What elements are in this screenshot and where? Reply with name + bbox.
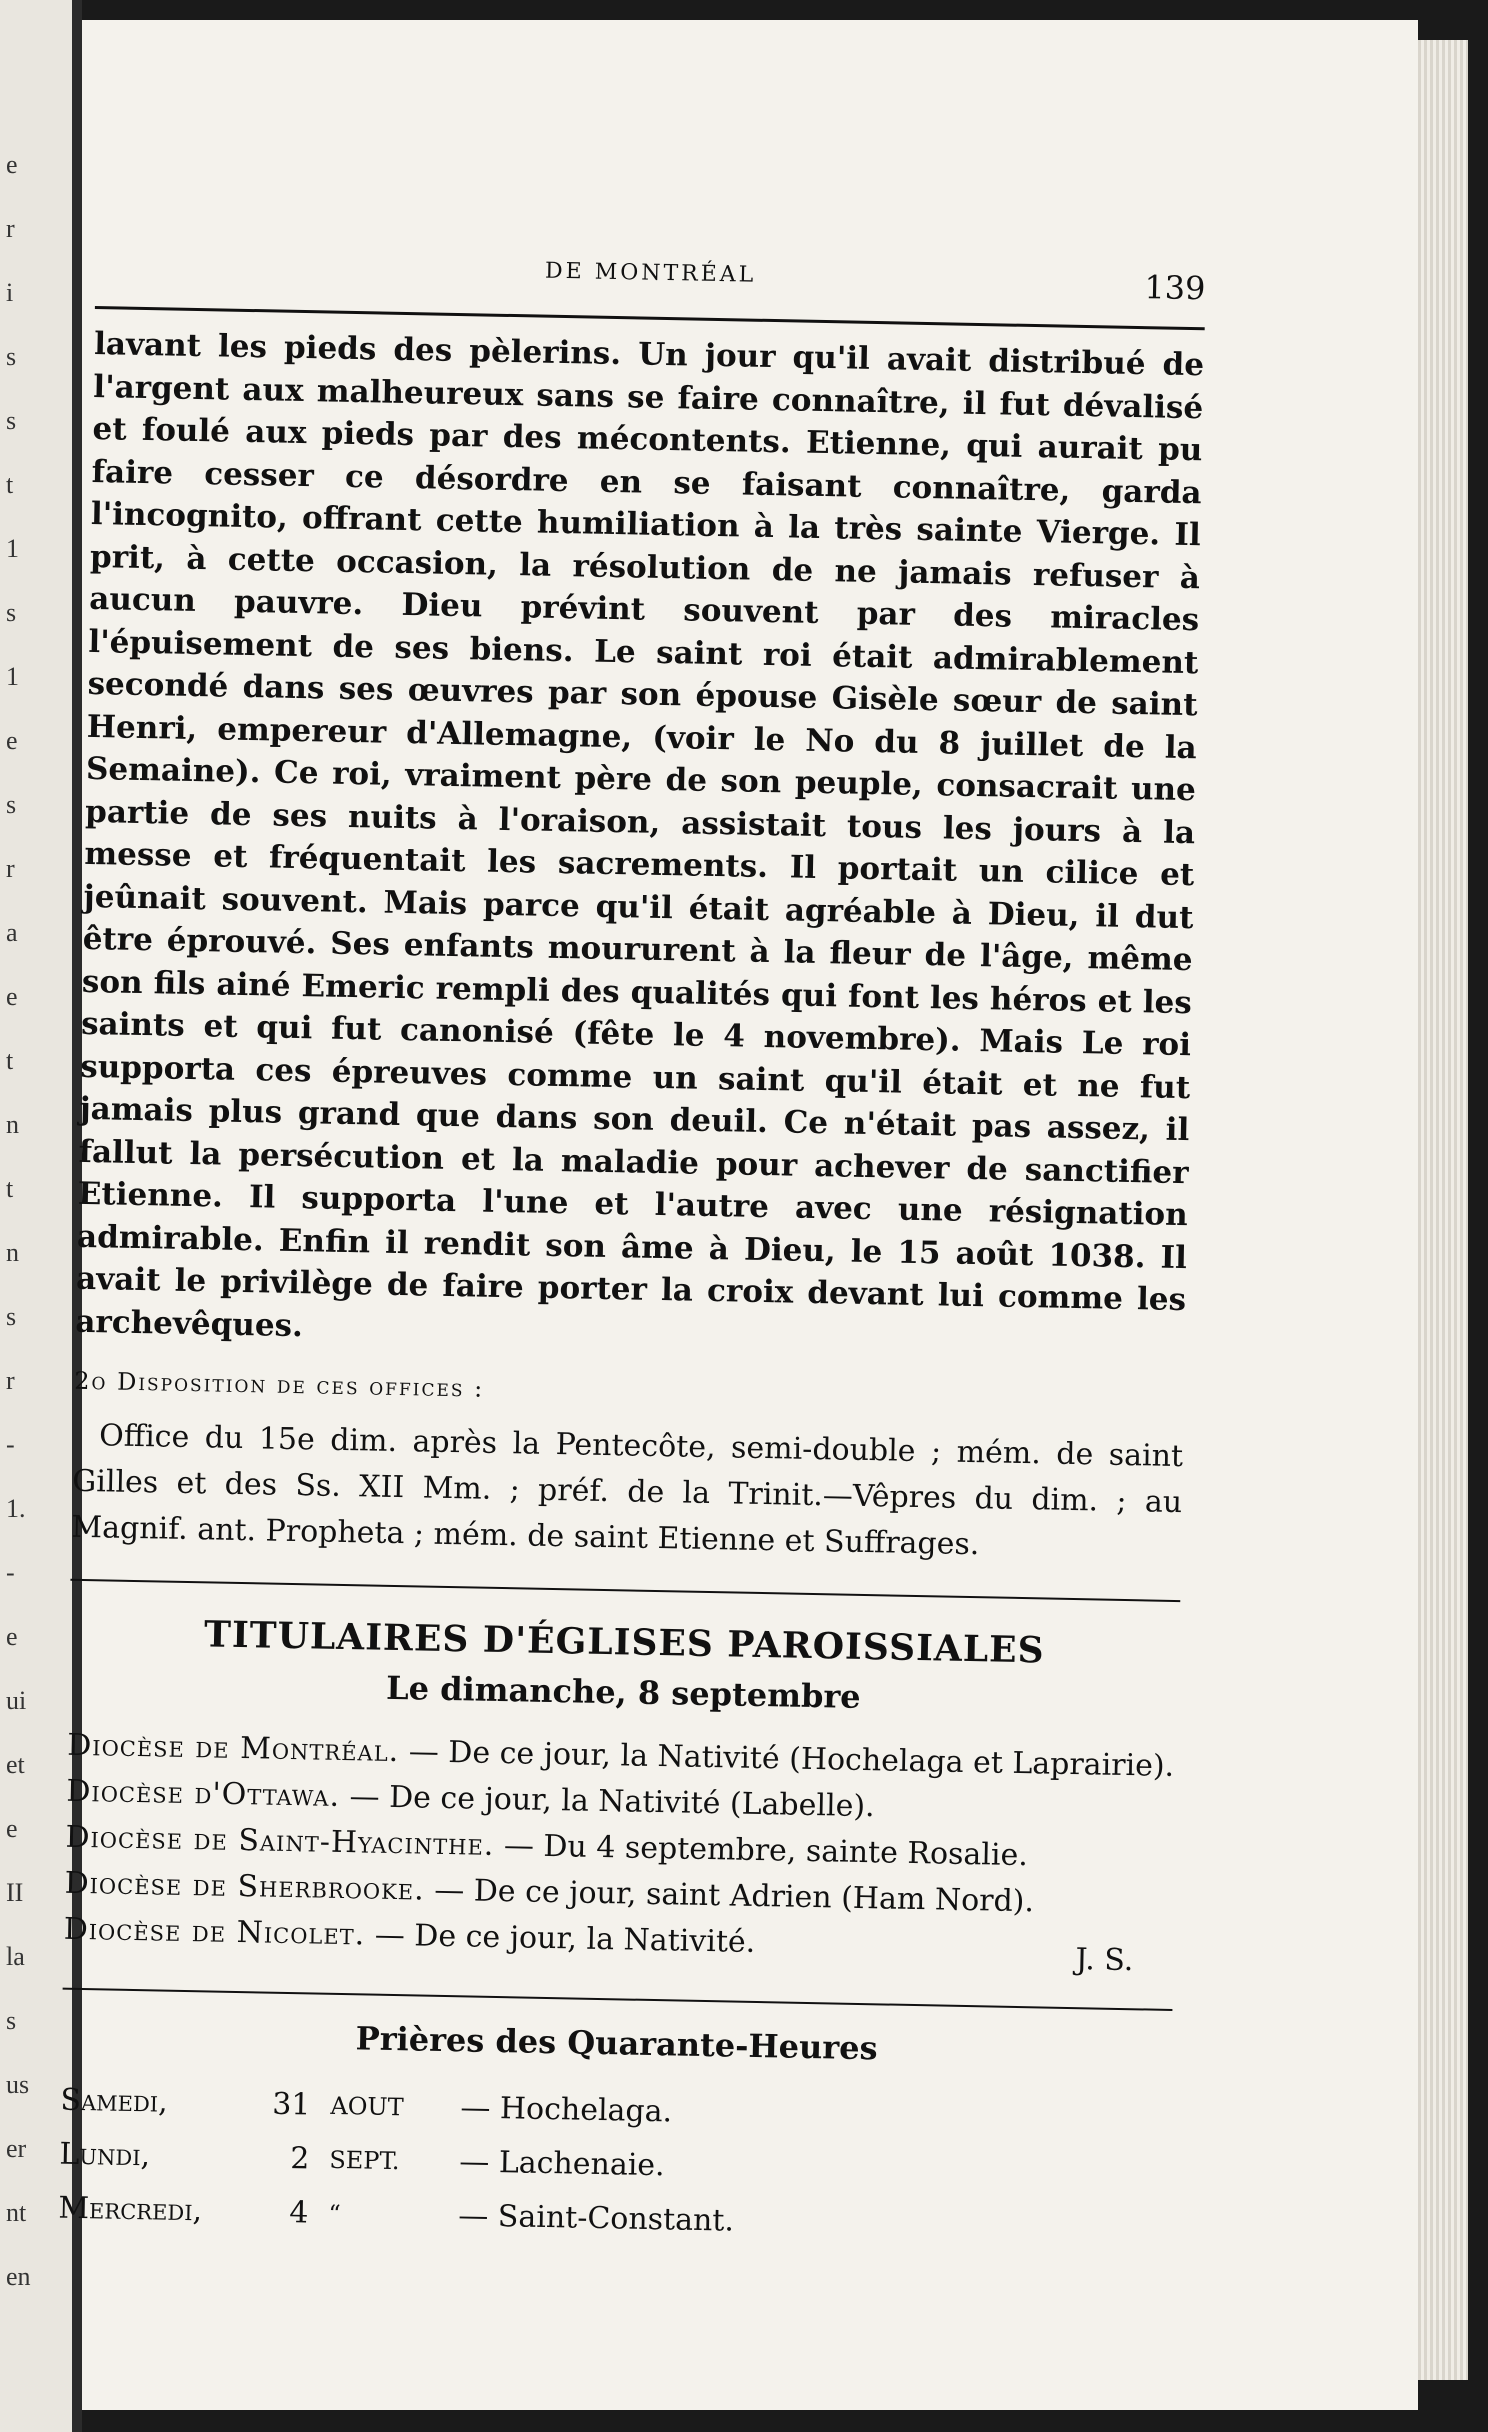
diocese-name: Diocèse d'Ottawa. [66, 1773, 341, 1814]
margin-fragment: t [6, 1046, 14, 1075]
margin-fragment: e [6, 726, 18, 755]
signature: J. S. [1075, 1942, 1134, 1979]
prayer-date: 4 [288, 2195, 309, 2231]
margin-fragment: e [6, 1814, 18, 1843]
diocese-text: — De ce jour, saint Adrien (Ham Nord). [424, 1872, 1035, 1920]
margin-fragment: r [6, 214, 15, 243]
margin-fragment: II [6, 1878, 24, 1907]
disposition-label: 2o Disposition de ces offices : [74, 1366, 485, 1403]
margin-fragment: n [6, 1110, 19, 1139]
margin-fragment: s [6, 406, 17, 435]
prayer-month: “ [328, 2199, 341, 2229]
margin-fragment: i [6, 278, 14, 307]
page-content [58, 250, 1206, 2257]
prayer-day: Samedi, [60, 2082, 169, 2120]
section-rule [70, 1579, 1180, 1602]
margin-fragment: en [6, 2262, 31, 2291]
prayer-place: — Lachenaie. [459, 2144, 665, 2184]
titulaires-heading: TITULAIRES D'ÉGLISES PAROISSIALES [203, 1613, 1045, 1672]
prieres-heading: Prières des Quarante-Heures [355, 2019, 878, 2068]
margin-fragment: e [6, 982, 18, 1011]
page-number: 139 [1144, 268, 1206, 308]
margin-fragment: s [6, 598, 17, 627]
prayer-month: AOUT [330, 2091, 404, 2122]
prayer-table [58, 2074, 1171, 2257]
diocese-text: — Du 4 septembre, sainte Rosalie. [494, 1827, 1029, 1874]
body-paragraph: lavant les pieds des pèlerins. Un jour qu'il avait distribué de l'argent aux malheureux sans se faire connaître, il fut dévalisé et foulé aux pieds par des mécontents. Etienne, qui aurait pu faire cesser ce désordre en se faisant connaître, garda l'incognito, offrant cette humiliation à la très sainte Vierge. Il prit, à cette occasion, la résolution de ne jamais refuser à aucun pauvre. Dieu prévint souvent par des miracles l'épuisement de ses biens. Le saint roi était admirablement secondé dans ses œuvres par son épouse Gisèle sœur de saint Henri, empereur d'Allemagne, (voir le No du 8 juillet de la Semaine). Ce roi, vraiment père de son peuple, consacrait une partie de ses nuits à l'oraison, assistait tous les jours à la messe et fréquentait les sacrements. Il portait un cilice et jeûnait souvent. Mais parce qu'il était agréable à Dieu, il dut être éprouvé. Ses enfants moururent à la fleur de l'âge, même son fils ainé Emeric rempli des qualités qui font les héros et les saints et qui fut canonisé (fête le 4 novembre). Mais Le roi supporta ces épreuves comme un saint qu'il était et ne fut jamais plus grand que dans son deuil. Ce n'était pas assez, il fallut la persécution et la maladie pour achever de sanctifier Etienne. Il supporta l'une et l'autre avec une résignation admirable. Enfin il rendit son âme à Dieu, le 15 août 1038. Il avait le privilège de faire porter la croix devant lui comme les archevêques. [75, 325, 1205, 1344]
margin-fragment: t [6, 1174, 14, 1203]
diocese-list [63, 1723, 1177, 1974]
running-title: DE MONTRÉAL [544, 258, 757, 288]
margin-fragment: s [6, 2006, 17, 2035]
margin-fragment: - [6, 1558, 15, 1587]
diocese-name: Diocèse de Saint-Hyacinthe. [65, 1819, 495, 1863]
margin-fragment: et [6, 1750, 25, 1779]
margin-fragment: s [6, 790, 17, 819]
margin-fragment: - [6, 1430, 15, 1459]
diocese-text: — De ce jour, la Nativité (Labelle). [339, 1778, 875, 1825]
prayer-date: 2 [289, 2141, 310, 2177]
margin-fragment: nt [6, 2198, 27, 2227]
margin-fragment: t [6, 470, 14, 499]
margin-fragment: e [6, 150, 18, 179]
prayer-place: — Hochelaga. [460, 2090, 673, 2130]
margin-fragment: r [6, 1366, 15, 1395]
margin-fragment: 1 [6, 534, 19, 563]
diocese-name: Diocèse de Montréal. [66, 1727, 400, 1770]
margin-fragment: a [6, 918, 18, 947]
margin-fragment: r [6, 854, 15, 883]
margin-fragment: s [6, 1302, 17, 1331]
prayer-day: Lundi, [59, 2136, 151, 2174]
disposition-text: Office du 15e dim. après la Pentecôte, semi-double ; mém. de saint Gilles et des Ss. XII Mm. ; préf. de la Trinit.—Vêpres du dim. ; au Magnif. ant. Propheta ; mém. de saint Etienne et Suffrages. [71, 1418, 1184, 1563]
diocese-name: Diocèse de Nicolet. [63, 1911, 366, 1953]
prayer-place: — Saint-Constant. [457, 2198, 735, 2239]
page-edges [1418, 40, 1468, 2380]
titulaires-subheading: Le dimanche, 8 septembre [385, 1668, 861, 1716]
margin-fragment: 1. [6, 1494, 26, 1523]
margin-fragment: s [6, 342, 17, 371]
prayer-day: Mercredi, [58, 2190, 203, 2229]
prayer-month: SEPT. [329, 2145, 400, 2176]
diocese-text: — De ce jour, la Nativité (Hochelaga et Laprairie). [398, 1734, 1175, 1784]
margin-fragment: us [6, 2070, 30, 2099]
margin-fragment: n [6, 1238, 19, 1267]
prayer-date: 31 [271, 2086, 311, 2123]
diocese-name: Diocèse de Sherbrooke. [64, 1865, 426, 1908]
diocese-text: — De ce jour, la Nativité. [364, 1917, 756, 1960]
margin-fragment: er [6, 2134, 27, 2163]
margin-fragment: ui [6, 1686, 27, 1715]
margin-fragment: e [6, 1622, 18, 1651]
margin-fragment: 1 [6, 662, 19, 691]
margin-fragment: la [6, 1942, 25, 1971]
section-rule [63, 1988, 1173, 2011]
